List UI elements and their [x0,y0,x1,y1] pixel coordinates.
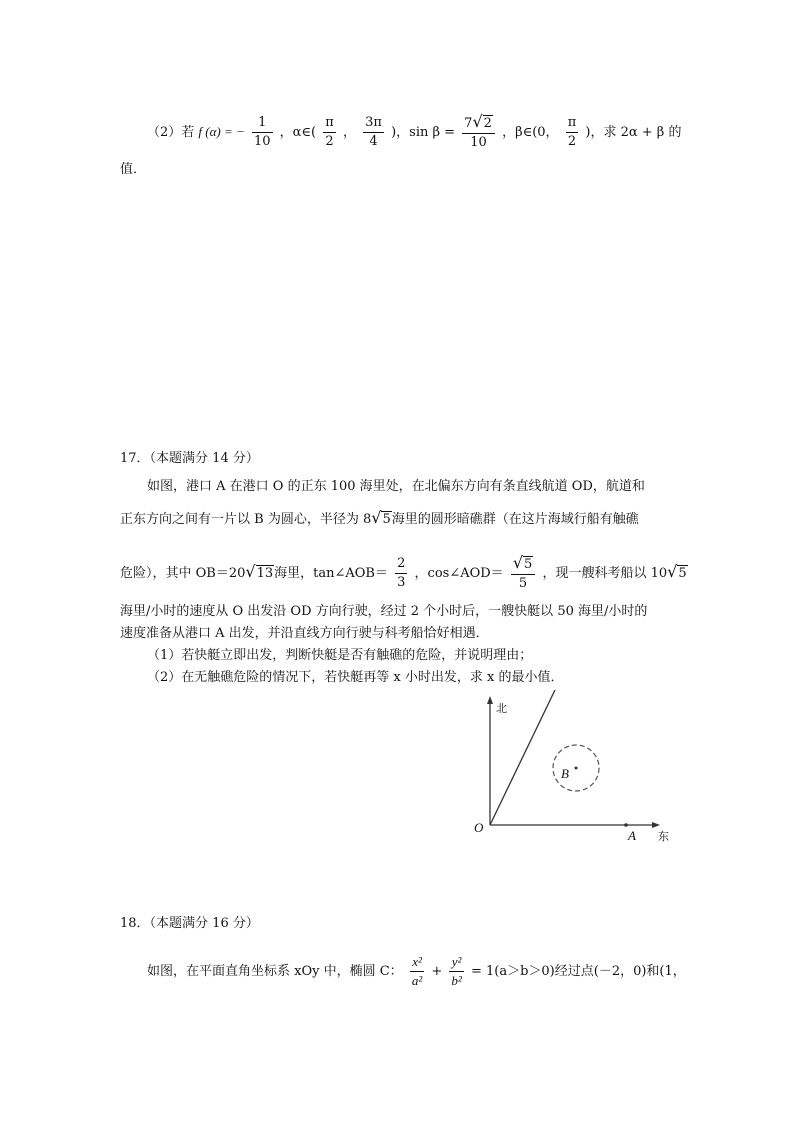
q17-paragraph-2: 正东方向之间有一片以 B 为圆心，半径为 8√5海里的圆形暗礁群（在这片海域行船有触礁 [120,508,639,527]
fraction: $\frac{\pi}{2}$ [567,115,577,149]
q17-paragraph-4: 海里/小时的速度从 O 出发沿 OD 方向行驶，经过 2 个小时后，一艘快艇以 50 海里/小时的 [120,604,648,619]
point-a [624,823,628,827]
q17-subquestion-1: （1）若快艇立即出发，判断快艇是否有触礁的危险，并说明理由； [147,648,533,663]
fraction: $\frac{3\pi}{4}$ [365,115,382,149]
q18-header: 18．（本题满分 16 分） [120,916,259,931]
fraction: $\frac{2}{3}$ [397,556,406,590]
fraction: $\frac{1}{10}$ [253,115,271,149]
label-north: 北 [496,703,507,715]
label-o: O [474,820,484,835]
fraction: $\frac{\text{y²}}{\text{b²}}$ [451,954,462,988]
q16-part2-line1: （2）若 f (α) = − $\frac{1}{10}$ ，α∈( $\frac{\pi}{2}$ ， $\frac{3\pi}{4}$ )，sin β = $\frac{7√2}{10}$ ，β∈(0， $\frac{\pi}{2}$ )，求 2α + β 的 [147,112,682,150]
q18-paragraph-1: 如图，在平面直角坐标系 xOy 中，椭圆 C： $\frac{\text{x²}}{\text{a²}}$ + $\frac{\text{y²}}{\text{b²}}$ = 1(a＞b＞0)经过点(－2，0)和(1， [147,954,686,988]
label-a: A [628,828,636,843]
fraction: $\frac{\text{x²}}{\text{a²}}$ [411,954,423,988]
q17-header: 17．（本题满分 14 分） [120,451,259,466]
label-east: 东 [658,831,669,843]
q16-part2-line2: 值． [120,162,147,177]
q17-paragraph-5: 速度准备从港口 A 出发，并沿直线方向行驶与科考船恰好相遇． [120,626,489,641]
label-b: B [561,766,569,781]
fraction: $\frac{\pi}{2}$ [325,115,334,149]
q17-paragraph-3: 危险），其中 OB＝20√13海里，tan∠AOB＝ $\frac{2}{3}$ ，cos∠AOD＝ $\frac{√5}{5}$ ，现一艘科考船以 10√5 [120,553,687,591]
q17-figure [468,690,669,850]
q17-subquestion-2: （2）在无触礁危险的情况下，若快艇再等 x 小时出发，求 x 的最小值． [147,670,564,685]
fraction: $\frac{√5}{5}$ [511,554,535,593]
north-arrow-icon [487,696,493,704]
q17-paragraph-1: 如图，港口 A 在港口 O 的正东 100 海里处，在北偏东方向有条直线航道 OD，航道和 [147,479,645,494]
point-b [575,767,578,770]
fraction: $\frac{7√2}{10}$ [462,113,495,152]
